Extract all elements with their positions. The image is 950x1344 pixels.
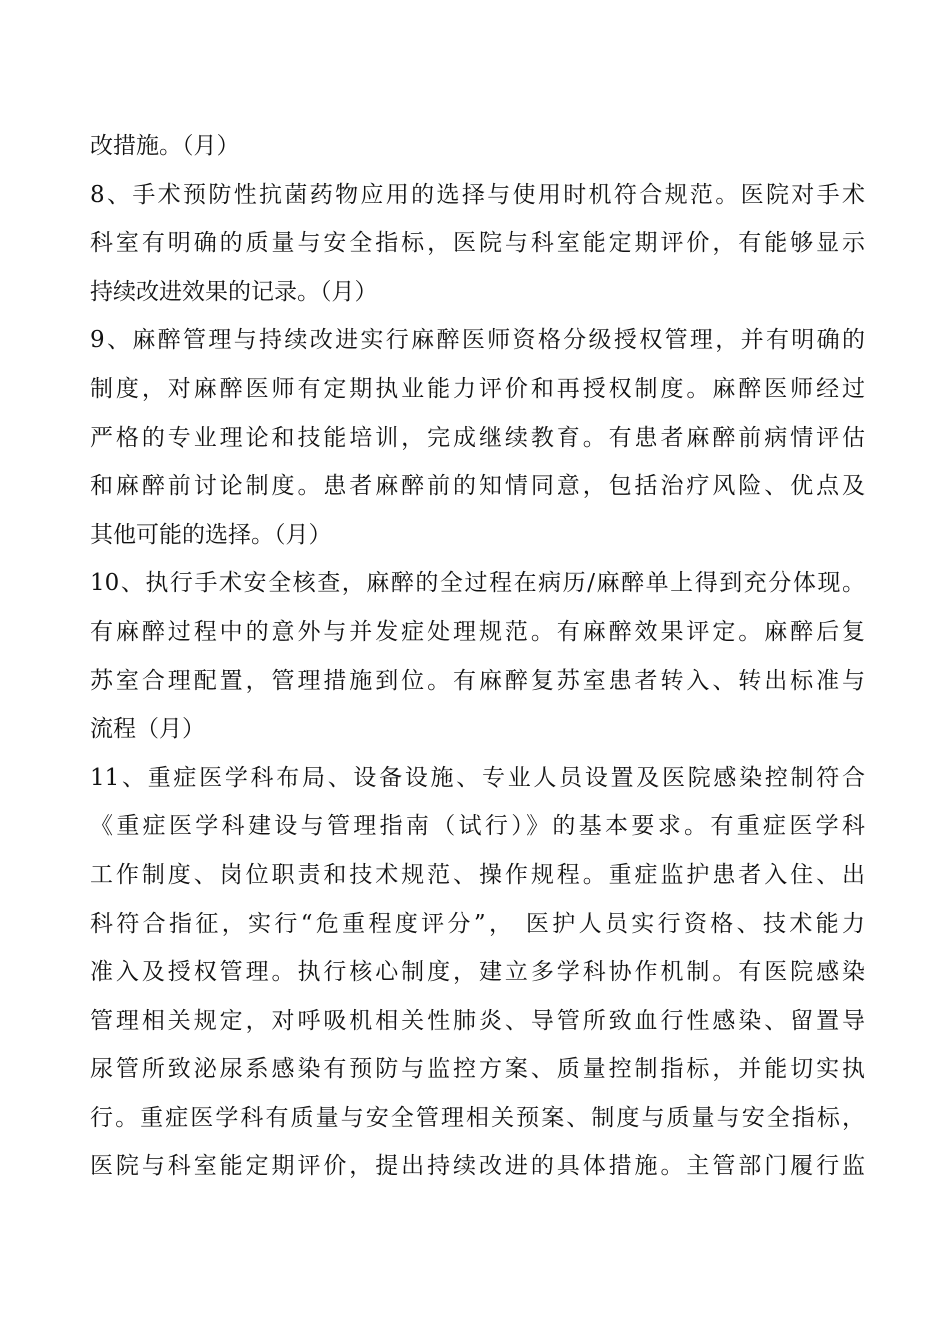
text-line: 改措施。（月） xyxy=(90,133,240,159)
text-line: 苏室合理配置，管理措施到位。有麻醉复苏室患者转入、转出标准与 xyxy=(90,667,865,694)
text-line: 工作制度、岗位职责和技术规范、操作规程。重症监护患者入住、出 xyxy=(90,861,865,888)
text-line: 严格的专业理论和技能培训，完成继续教育。有患者麻醉前病情评估 xyxy=(90,424,865,451)
text-line: 准入及授权管理。执行核心制度，建立多学科协作机制。有医院感染 xyxy=(90,959,865,986)
text-line: 医院与科室能定期评价，提出持续改进的具体措施。主管部门履行监 xyxy=(90,1153,865,1180)
text-line: 《重症医学科建设与管理指南（试行）》的基本要求。有重症医学科 xyxy=(90,813,865,840)
text-line: 制度，对麻醉医师有定期执业能力评价和再授权制度。麻醉医师经过 xyxy=(90,375,865,402)
text-line: 管理相关规定，对呼吸机相关性肺炎、导管所致血行性感染、留置导 xyxy=(90,1007,865,1034)
text-line: 9、麻醉管理与持续改进实行麻醉医师资格分级授权管理，并有明确的 xyxy=(90,327,865,354)
text-line: 10、执行手术安全核查，麻醉的全过程在病历/麻醉单上得到充分体现。 xyxy=(90,570,865,597)
text-line: 其他可能的选择。（月） xyxy=(90,521,332,548)
text-line: 8、手术预防性抗菌药物应用的选择与使用时机符合规范。医院对手术 xyxy=(90,181,865,208)
text-line: 有麻醉过程中的意外与并发症处理规范。有麻醉效果评定。麻醉后复 xyxy=(90,618,865,645)
text-line: 科符合指征，实行“危重程度评分”， 医护人员实行资格、技术能力 xyxy=(90,910,865,937)
text-line: 和麻醉前讨论制度。患者麻醉前的知情同意，包括治疗风险、优点及 xyxy=(90,473,865,500)
text-line: 科室有明确的质量与安全指标，医院与科室能定期评价，有能够显示 xyxy=(90,230,865,257)
text-line: 尿管所致泌尿系感染有预防与监控方案、质量控制指标，并能切实执 xyxy=(90,1056,865,1083)
text-line: 持续改进效果的记录。（月） xyxy=(90,278,378,305)
text-line: 行。重症医学科有质量与安全管理相关预案、制度与质量与安全指标， xyxy=(90,1104,865,1131)
text-line: 流程（月） xyxy=(90,716,205,743)
document-body xyxy=(90,122,865,1191)
text-line: 11、重症医学科布局、设备设施、专业人员设置及医院感染控制符合 xyxy=(90,764,865,791)
